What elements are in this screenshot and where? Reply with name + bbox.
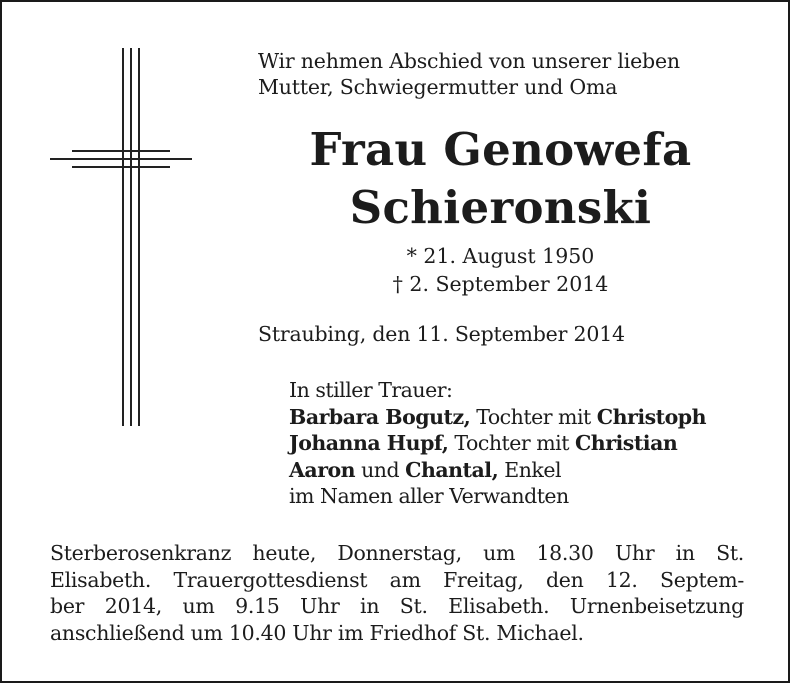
service-line: Elisabeth. Trauergottesdienst am Freitag, den 12. Septem- [50,567,744,592]
life-dates [258,242,743,298]
death-date: † 2. September 2014 [392,272,609,296]
mourner-child: Christian [574,431,678,455]
conjunction: und [355,457,406,482]
mourner-name: Barbara Bogutz, [289,404,471,429]
grandchild-name: Aaron [289,457,356,482]
intro-line: Wir nehmen Abschied von unserer lieben [258,49,680,73]
intro-line: Mutter, Schwiegermutter und Oma [258,75,618,99]
deceased-name-last: Schieronski [349,181,652,234]
mourner-line [289,457,759,484]
mourner-name: Johanna Hupf, [289,431,449,455]
birth-date: * 21. August 1950 [406,244,595,268]
relatives-line: im Namen aller Verwandten [289,484,569,508]
mourners-block [289,377,759,510]
service-line: ber 2014, um 9.15 Uhr in St. Elisabeth. Urnenbeisetzung [50,594,744,618]
mourner-line [289,430,759,457]
grandchild-name: Chantal, [405,457,499,482]
service-line: anschließend um 10.40 Uhr im Friedhof St. Michael. [50,620,584,645]
mourner-relation: Tochter mit [448,431,575,455]
cross-icon [50,48,192,428]
mourners-heading: In stiller Trauer: [289,378,453,402]
mourner-child: Christoph [596,404,707,429]
mourner-relation: Tochter mit [470,404,597,429]
mourner-line [289,404,759,431]
place-and-date: Straubing, den 11. September 2014 [258,322,625,346]
service-details [50,540,744,646]
mourner-relation: Enkel [498,457,562,482]
service-line: Sterberosenkranz heute, Donnerstag, um 18.30 Uhr in St. [50,541,744,565]
deceased-name-first: Frau Genowefa [309,123,692,176]
intro-text [258,48,758,100]
